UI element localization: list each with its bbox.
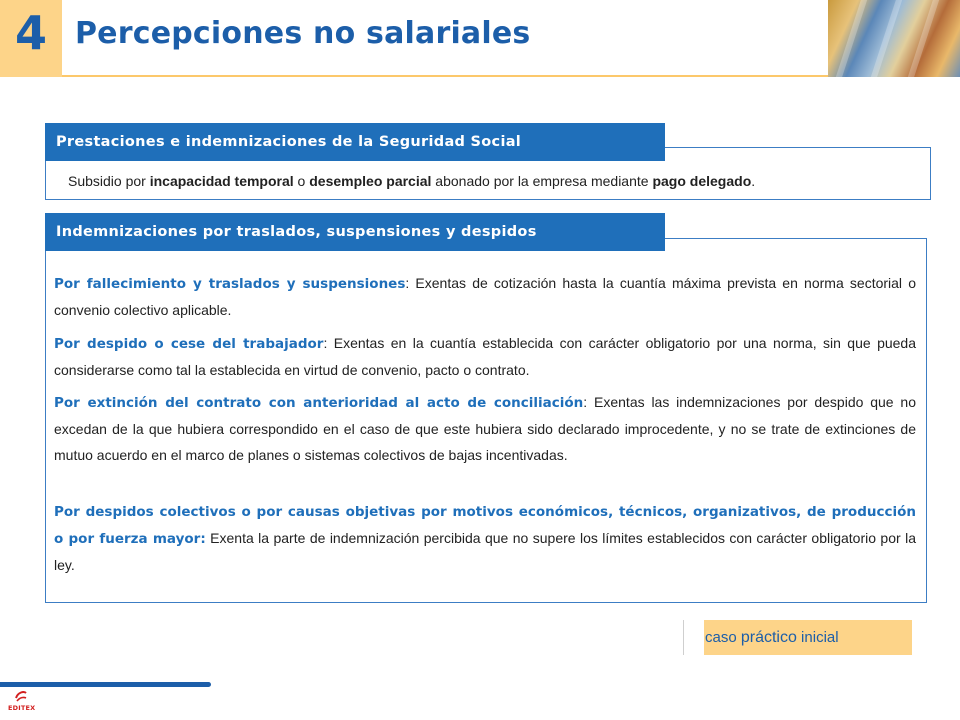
item-lead: Por extinción del contrato con anterioridad al acto de conciliación — [54, 395, 584, 411]
item-lead: Por despidos colectivos o por causas objetivas por motivos económicos, técnicos, organizativos, de producción o por fuerza mayor: — [54, 504, 916, 547]
editex-swoosh-icon — [14, 689, 28, 703]
page-title: Percepciones no salariales — [75, 16, 531, 51]
list-item — [54, 330, 916, 383]
button-notch — [683, 620, 704, 655]
banknotes-image — [828, 0, 960, 77]
chapter-number: 4 — [14, 6, 47, 60]
seguridad-social-text: Subsidio por incapacidad temporal o desempleo parcial abonado por la empresa mediante pago delegado. — [68, 173, 756, 189]
caso-practico-label: caso práctico inicial — [705, 629, 839, 646]
section-heading-indemnizaciones: Indemnizaciones por traslados, suspensiones y despidos — [45, 213, 665, 251]
footer-bar — [0, 682, 211, 687]
list-item — [54, 498, 916, 578]
item-text: : Exentas las indemnizaciones por despido que no excedan de la que hubiera correspondido en el caso de que este hubiera sido declarado improcedente, y no se trate de extinciones de mutuo acuerdo en el marco de planes o sistemas colectivos de bajas incentivadas. — [54, 394, 917, 463]
indemnizaciones-box — [45, 238, 927, 603]
title-underline — [62, 75, 828, 77]
editex-logo: EDITEX — [8, 689, 34, 715]
item-text: : Exentas en la cuantía establecida con carácter obligatorio por una norma, sin que pueda considerarse como tal la establecida en virtud de convenio, pacto o contrato. — [54, 335, 917, 378]
item-text: : Exentas de cotización hasta la cuantía máxima prevista en norma sectorial o convenio colectivo aplicable. — [54, 275, 916, 318]
item-lead: Por fallecimiento y traslados y suspensiones — [54, 276, 406, 292]
item-text: Exenta la parte de indemnización percibida que no supere los límites establecidos con carácter obligatorio por la ley. — [54, 530, 916, 573]
list-item — [54, 270, 916, 323]
section-heading-seguridad-social: Prestaciones e indemnizaciones de la Seguridad Social — [45, 123, 665, 161]
item-lead: Por despido o cese del trabajador — [54, 336, 324, 352]
list-item — [54, 389, 916, 468]
caso-practico-inicial-button[interactable] — [683, 620, 912, 655]
